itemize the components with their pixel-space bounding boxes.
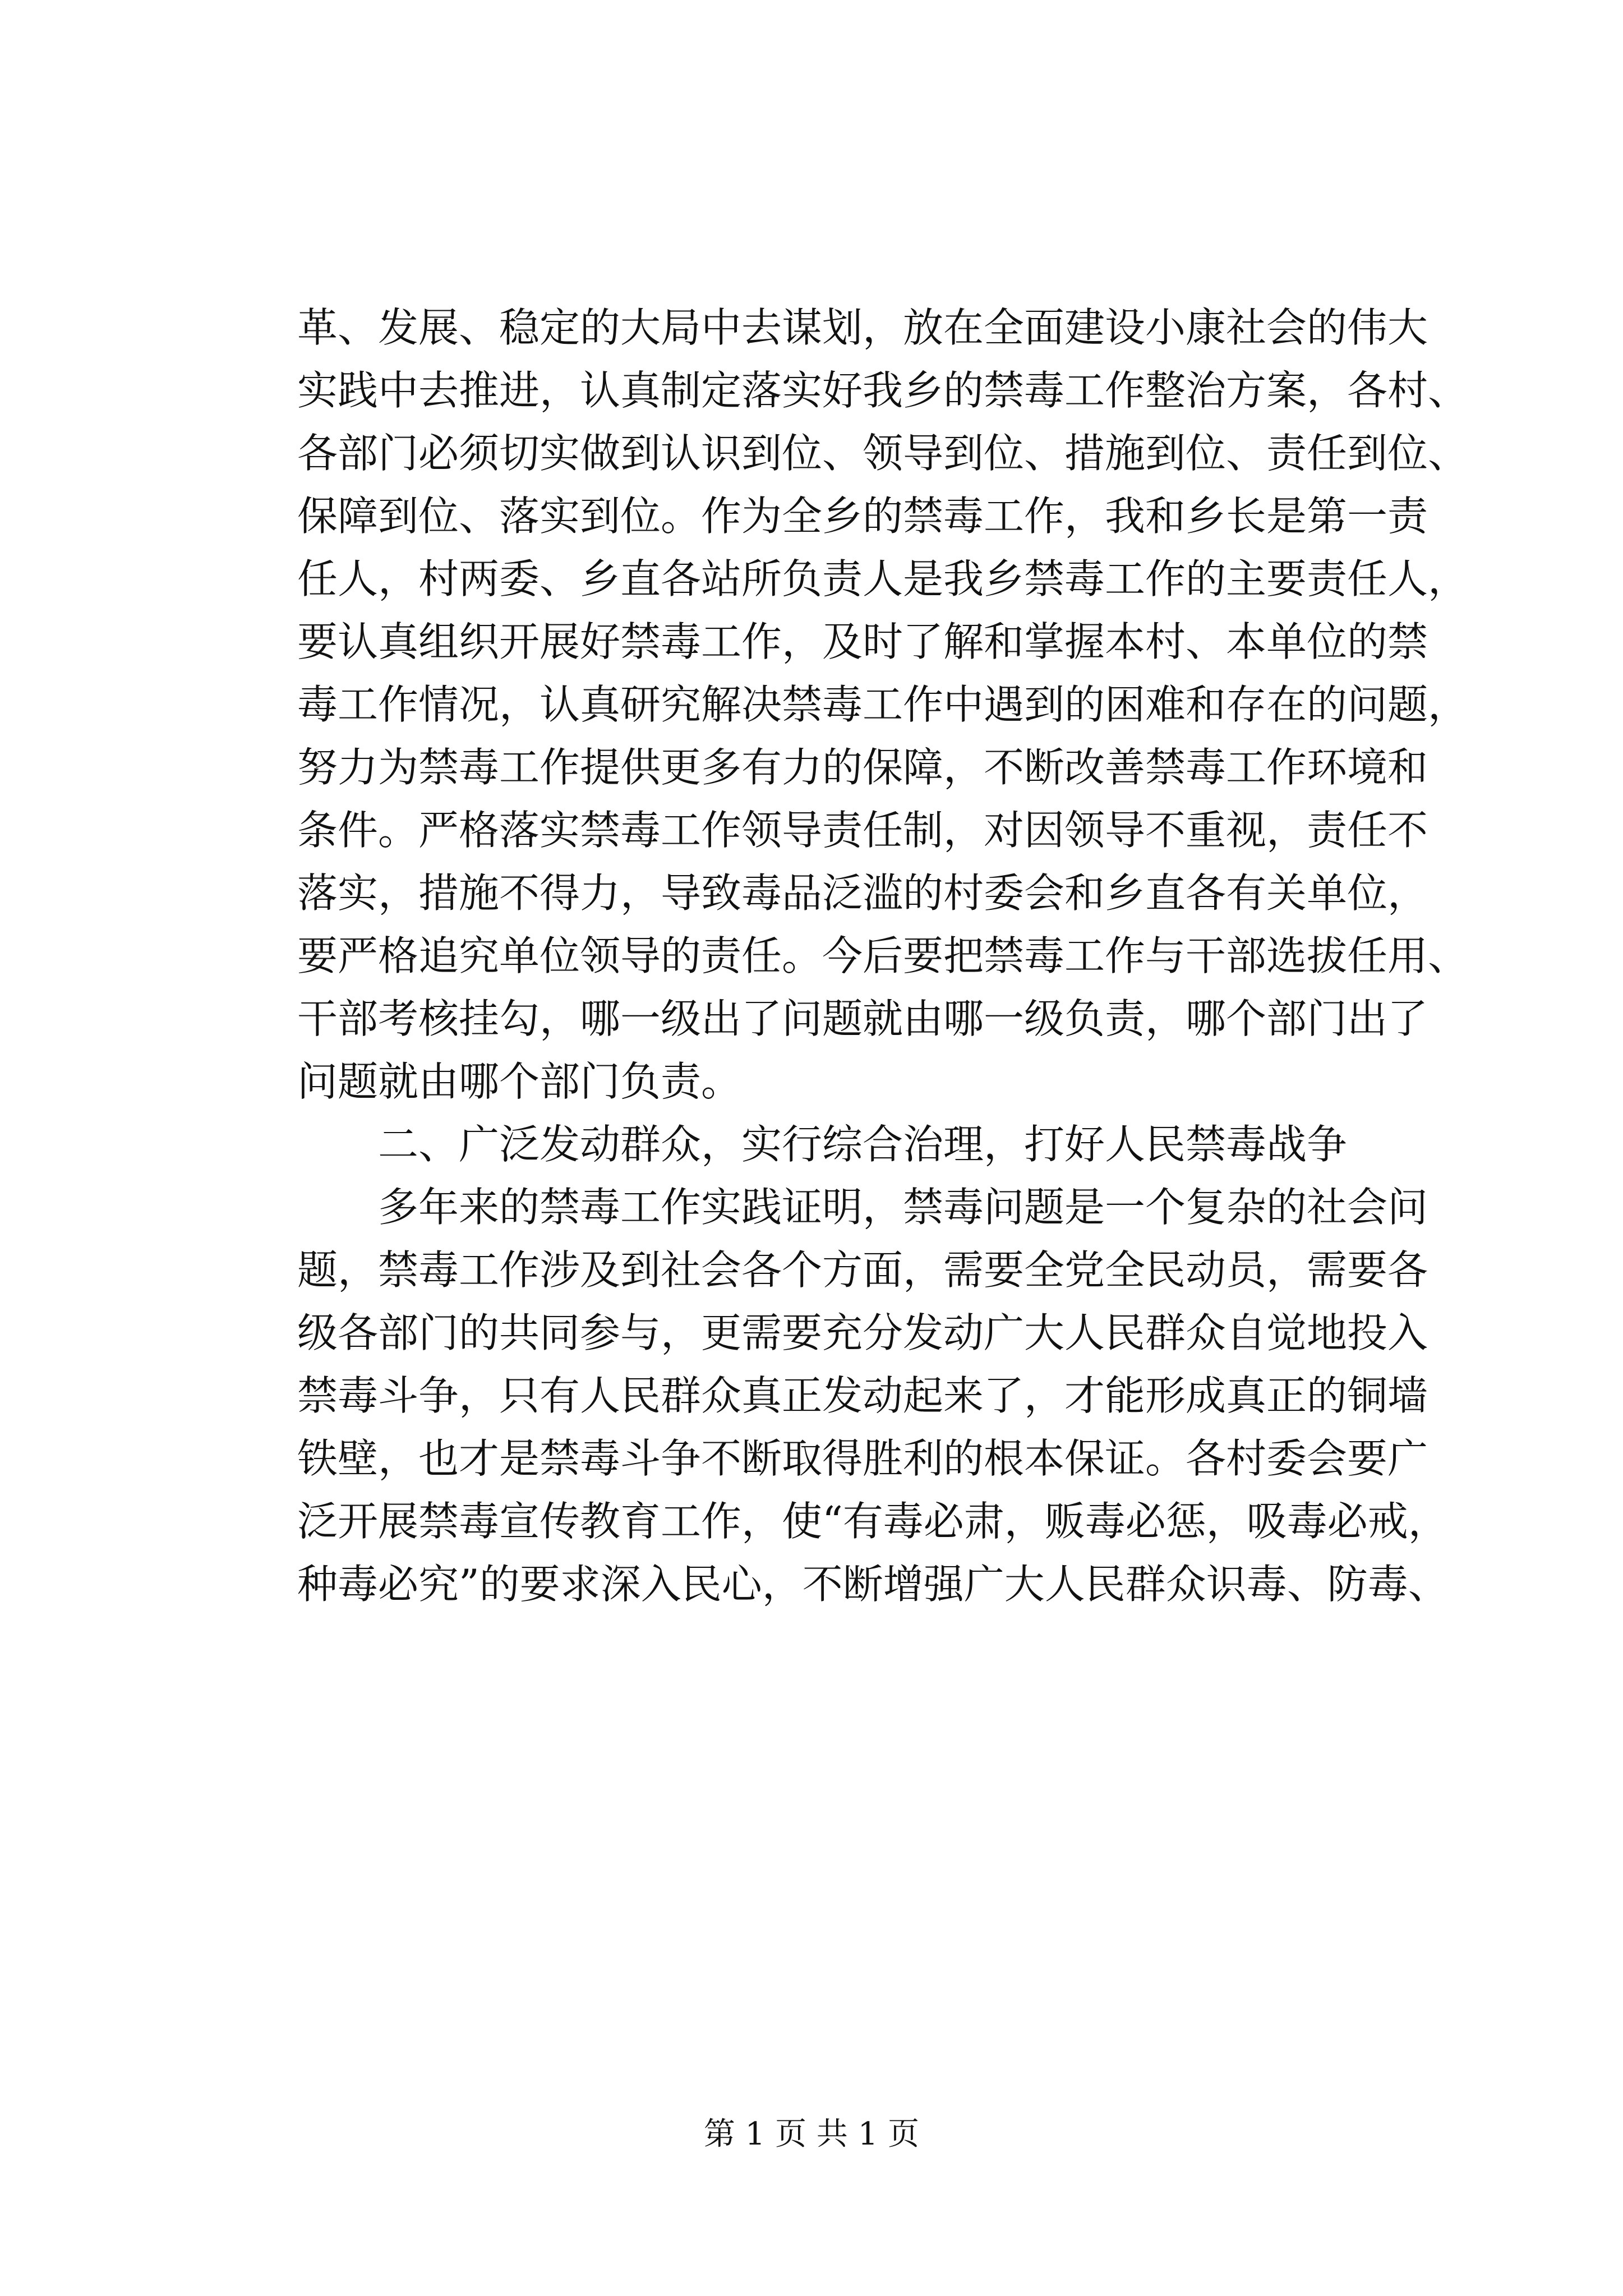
text-line: 各部门必须切实做到认识到位、领导到位、措施到位、责任到位、 (297, 430, 1469, 477)
page-footer: 第 1 页 共 1 页 (703, 2116, 920, 2152)
text-line: 题，禁毒工作涉及到社会各个方面，需要全党全民动员，需要各 (297, 1246, 1428, 1294)
text-line: 泛开展禁毒宣传教育工作，使“有毒必肃，贩毒必惩，吸毒必戒， (297, 1498, 1449, 1545)
text-line: 干部考核挂勾，哪一级出了问题就由哪一级负责，哪个部门出了 (297, 995, 1428, 1042)
text-line: 禁毒斗争，只有人民群众真正发动起来了，才能形成真正的铜墙 (297, 1372, 1428, 1419)
text-line: 任人，村两委、乡直各站所负责人是我乡禁毒工作的主要责任人， (297, 555, 1469, 602)
text-line: 努力为禁毒工作提供更多有力的保障，不断改善禁毒工作环境和 (297, 744, 1428, 791)
text-line: 要认真组织开展好禁毒工作，及时了解和掌握本村、本单位的禁 (297, 618, 1428, 665)
text-line: 毒工作情况，认真研究解决禁毒工作中遇到的困难和存在的问题， (297, 681, 1469, 728)
text-line: 要严格追究单位领导的责任。今后要把禁毒工作与干部选拔任用、 (297, 932, 1469, 979)
text-line: 革、发展、稳定的大局中去谋划，放在全面建设小康社会的伟大 (297, 304, 1428, 351)
text-line: 落实，措施不得力，导致毒品泛滥的村委会和乡直各有关单位， (297, 869, 1428, 917)
text-line: 种毒必究”的要求深入民心，不断增强广大人民群众识毒、防毒、 (297, 1561, 1449, 1608)
text-line: 实践中去推进，认真制定落实好我乡的禁毒工作整治方案，各村、 (297, 367, 1469, 414)
text-line: 问题就由哪个部门负责。 (297, 1058, 742, 1105)
text-line: 保障到位、落实到位。作为全乡的禁毒工作，我和乡长是第一责 (297, 493, 1428, 540)
text-line: 铁壁，也才是禁毒斗争不断取得胜利的根本保证。各村委会要广 (297, 1435, 1428, 1482)
text-line: 级各部门的共同参与，更需要充分发动广大人民群众自觉地投入 (297, 1309, 1428, 1356)
text-line: 多年来的禁毒工作实践证明，禁毒问题是一个复杂的社会问 (378, 1184, 1428, 1231)
text-line: 条件。严格落实禁毒工作领导责任制，对因领导不重视，责任不 (297, 807, 1428, 854)
document-body (297, 296, 1469, 1616)
text-line: 二、广泛发动群众，实行综合治理，打好人民禁毒战争 (378, 1121, 1348, 1168)
